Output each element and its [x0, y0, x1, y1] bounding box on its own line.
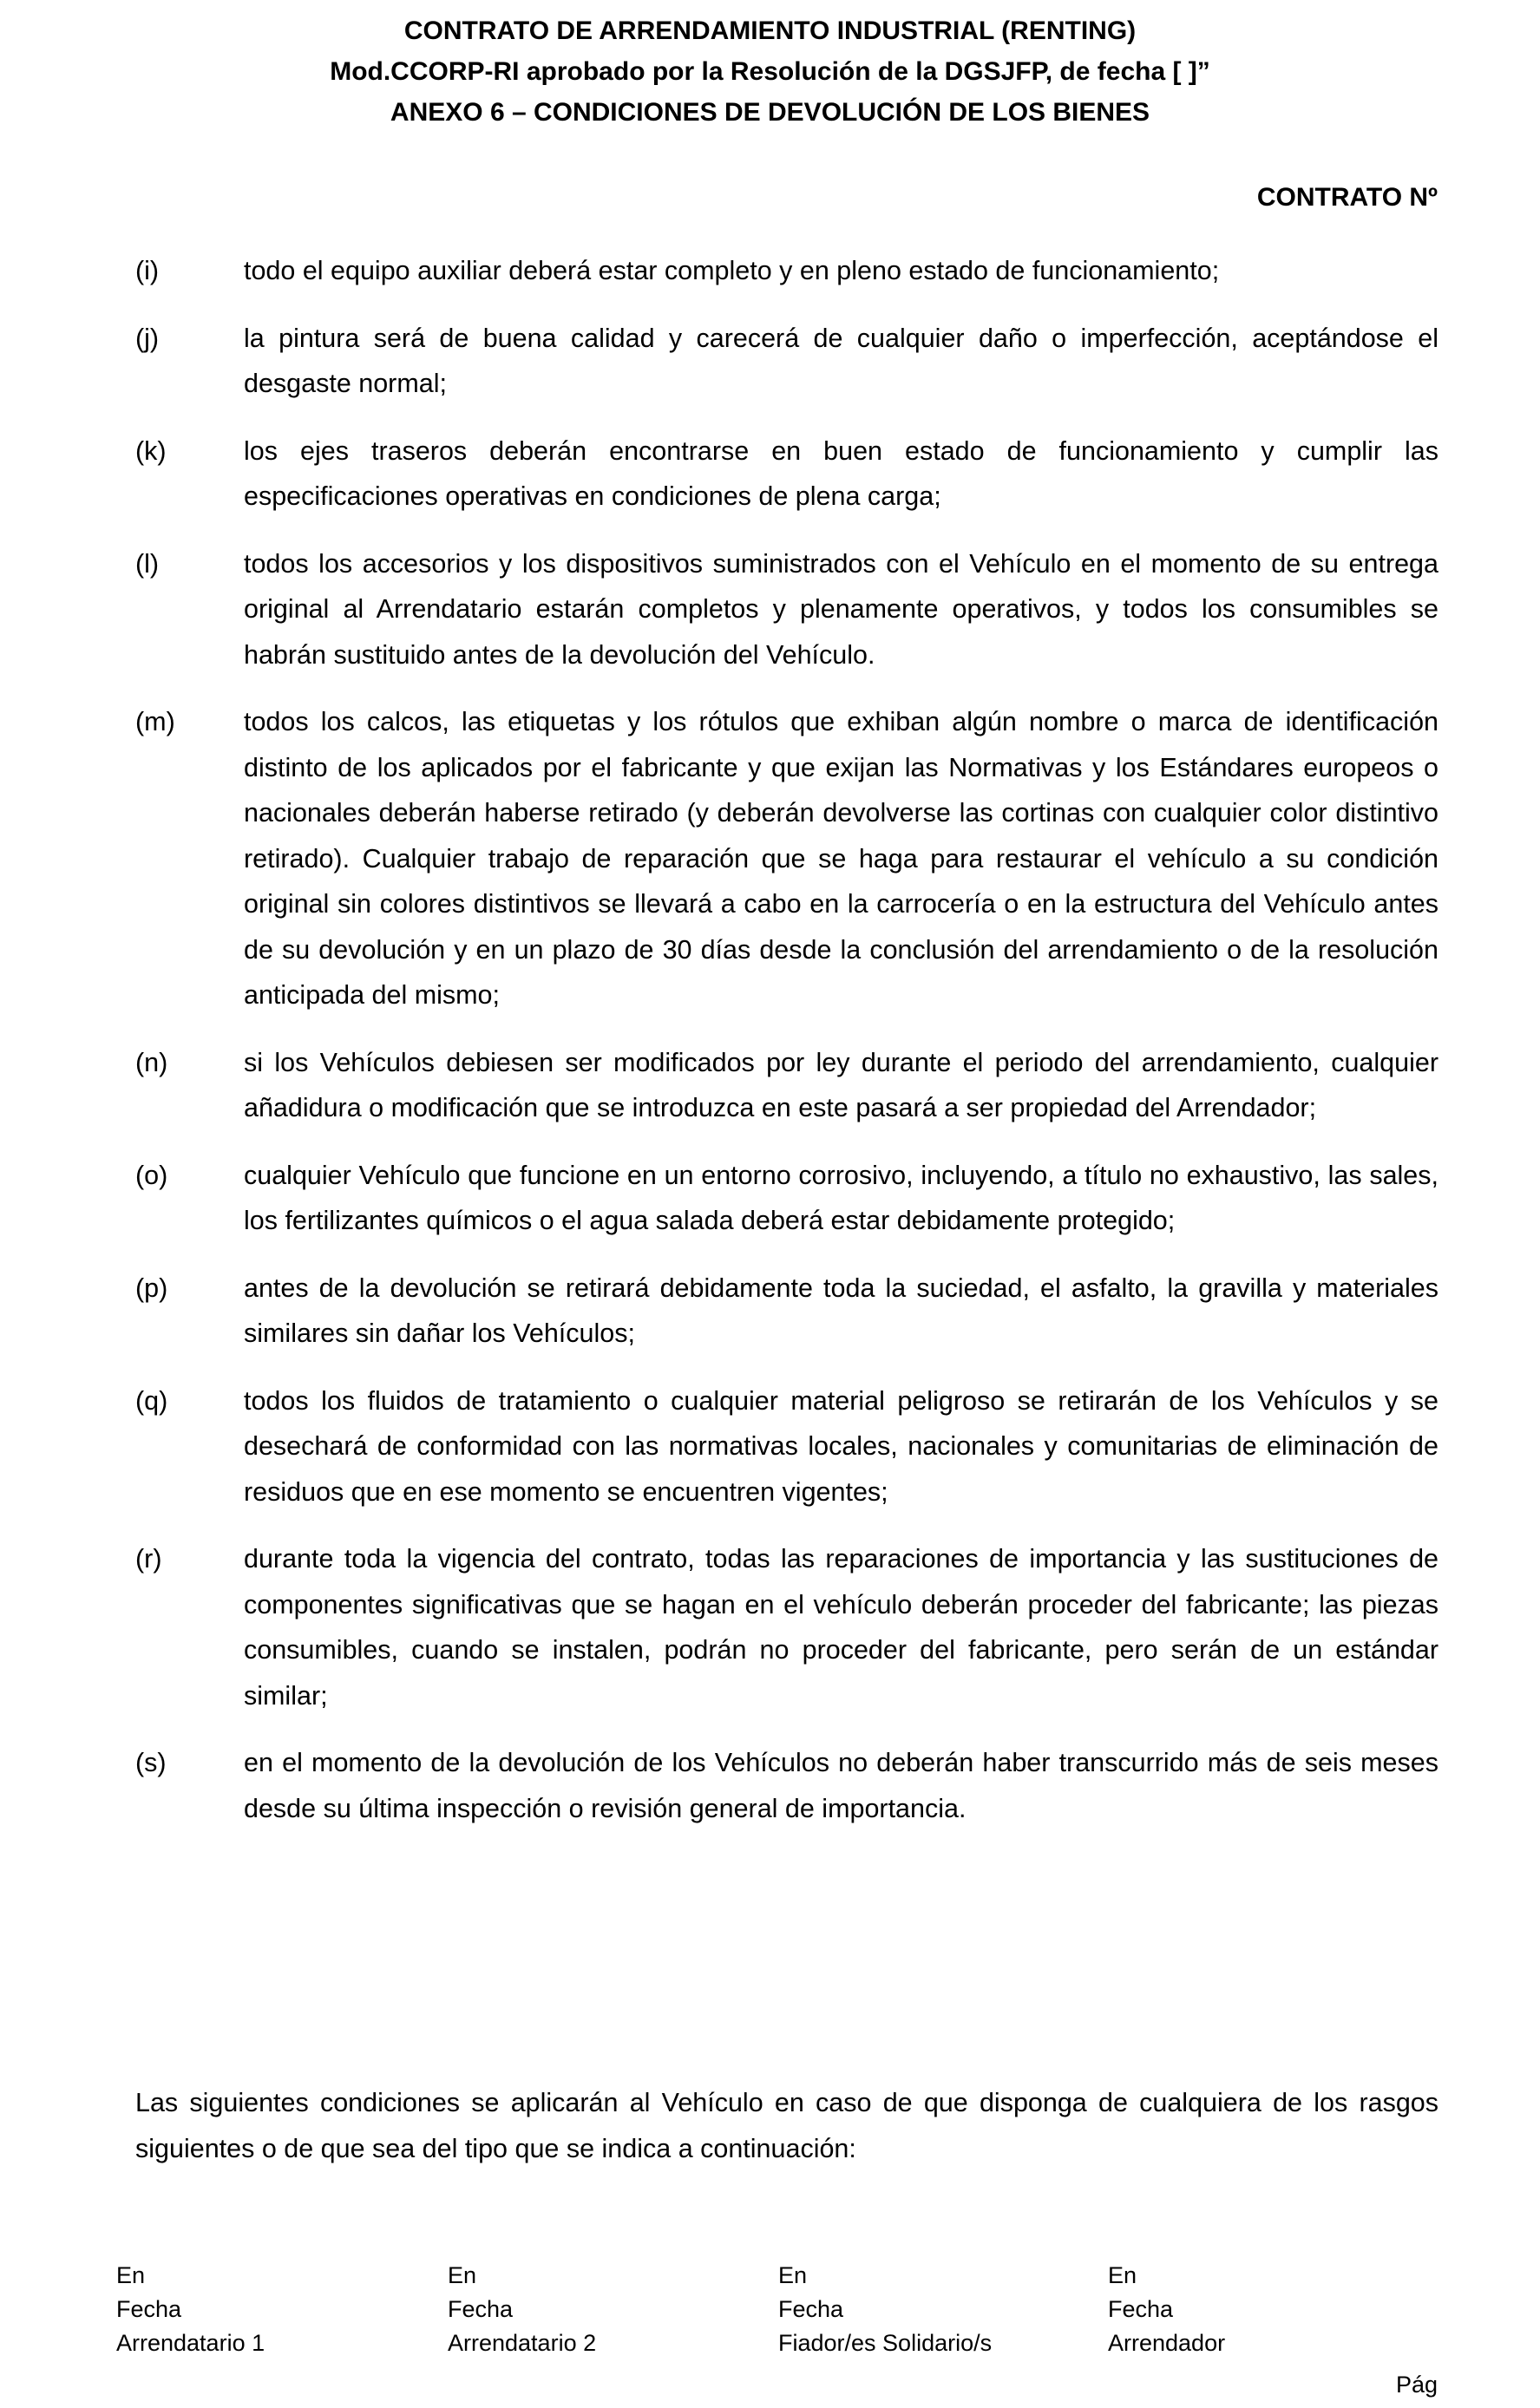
signature-date: Fecha — [448, 2296, 514, 2322]
clause-q — [135, 1378, 1438, 1515]
clause-label: (r) — [135, 1544, 162, 1574]
signature-party: Arrendador — [1108, 2330, 1226, 2356]
signature-party: Fiador/es Solidario/s — [778, 2330, 993, 2356]
clause-k — [135, 429, 1438, 520]
clause-o — [135, 1153, 1438, 1244]
clause-j — [135, 316, 1438, 407]
signature-date: Fecha — [116, 2296, 182, 2322]
signature-date: Fecha — [1108, 2296, 1174, 2322]
clause-text: la pintura será de buena calidad y carecerá de cualquier daño o imperfección, aceptándose el desgaste normal; — [244, 323, 1438, 398]
page-label: Pág — [1395, 2372, 1438, 2398]
signature-party: Arrendatario 1 — [116, 2330, 265, 2356]
signature-place: En — [116, 2262, 146, 2288]
clause-label: (j) — [135, 323, 160, 353]
clause-text: todos los calcos, las etiquetas y los rótulos que exhiban algún nombre o marca de identificación distinto de los aplicados por el fabricante y que exijan las Normativas y los Estándares europeos o nacionales deberán haberse retirado (y deberán devolverse las cortinas con cualquier color distintivo retirado). Cualquier trabajo de reparación que se haga para restaurar el vehículo a su condición original sin colores distintivos se llevará a cabo en la carrocería o en la estructura del Vehículo antes de su devolución y en un plazo de 30 días desde la conclusión del arrendamiento o de la resolución anticipada del mismo; — [244, 707, 1438, 1010]
header-model-reference: Mod.CCORP-RI aprobado por la Resolución de la DGSJFP, de fecha [ ]” — [330, 57, 1210, 86]
clause-label: (k) — [135, 435, 167, 466]
header-annex-title: ANEXO 6 – CONDICIONES DE DEVOLUCIÓN DE LOS BIENES — [390, 98, 1150, 127]
clause-m — [135, 699, 1438, 1018]
clause-text: todo el equipo auxiliar deberá estar completo y en pleno estado de funcionamiento; — [244, 256, 1220, 285]
closing-paragraph: Las siguientes condiciones se aplicarán al Vehículo en caso de que disponga de cualquiera de los rasgos siguientes o de que sea del tipo que se indica a continuación: — [135, 2088, 1438, 2163]
signature-place: En — [778, 2262, 808, 2288]
clause-label: (p) — [135, 1273, 168, 1303]
clause-text: en el momento de la devolución de los Vehículos no deberán haber transcurrido más de seis meses desde su última inspección o revisión general de importancia. — [244, 1748, 1438, 1823]
clause-i — [135, 248, 1438, 294]
signature-date: Fecha — [778, 2296, 844, 2322]
clause-text: los ejes traseros deberán encontrarse en buen estado de funcionamiento y cumplir las especificaciones operativas en condiciones de plena carga; — [244, 435, 1438, 511]
signature-block-fiador — [778, 2259, 1091, 2360]
header-title: CONTRATO DE ARRENDAMIENTO INDUSTRIAL (RENTING) — [403, 16, 1137, 45]
clause-label: (i) — [135, 256, 160, 285]
signature-place: En — [448, 2262, 477, 2288]
clause-text: antes de la devolución se retirará debidamente toda la suciedad, el asfalto, la gravilla y materiales similares sin dañar los Vehículos; — [244, 1273, 1438, 1348]
signature-block-arrendador — [1108, 2259, 1420, 2360]
clause-s — [135, 1740, 1438, 1831]
clause-text: todos los fluidos de tratamiento o cualquier material peligroso se retirarán de los Vehículos y se desechará de conformidad con las normativas locales, nacionales y comunitarias de eliminación de residuos que en ese momento se encuentren vigentes; — [244, 1385, 1438, 1507]
signature-party: Arrendatario 2 — [448, 2330, 597, 2356]
clause-list — [135, 248, 1438, 1853]
signature-block-arrendatario-1 — [116, 2259, 429, 2360]
document-header — [0, 10, 1540, 133]
clause-label: (o) — [135, 1160, 168, 1190]
clause-label: (m) — [135, 707, 175, 736]
clause-text: cualquier Vehículo que funcione en un entorno corrosivo, incluyendo, a título no exhaustivo, las sales, los fertilizantes químicos o el agua salada deberá estar debidamente protegido; — [244, 1160, 1438, 1235]
clause-p — [135, 1266, 1438, 1357]
signature-place: En — [1108, 2262, 1137, 2288]
clause-text: si los Vehículos debiesen ser modificados por ley durante el periodo del arrendamiento, cualquier añadidura o modificación que se introduzca en este pasará a ser propiedad del Arrendador; — [244, 1047, 1438, 1122]
signature-block-arrendatario-2 — [448, 2259, 760, 2360]
clause-label: (l) — [135, 548, 160, 579]
clause-text: durante toda la vigencia del contrato, todas las reparaciones de importancia y las sustituciones de componentes significativas que se hagan en el vehículo deberán proceder del fabricante; las piezas consumibles, cuando se instalen, podrán no proceder del fabricante, pero serán de un estándar similar; — [244, 1544, 1438, 1711]
clause-text: todos los accesorios y los dispositivos suministrados con el Vehículo en el momento de su entrega original al Arrendatario estarán completos y plenamente operativos, y todos los consumibles se habrán sustituido antes de la devolución del Vehículo. — [244, 548, 1438, 670]
contract-number-label: CONTRATO Nº — [1256, 183, 1438, 212]
clause-n — [135, 1040, 1438, 1131]
clause-r — [135, 1536, 1438, 1718]
clause-label: (n) — [135, 1047, 168, 1077]
clause-l — [135, 541, 1438, 678]
clause-label: (s) — [135, 1748, 167, 1777]
clause-label: (q) — [135, 1385, 168, 1416]
